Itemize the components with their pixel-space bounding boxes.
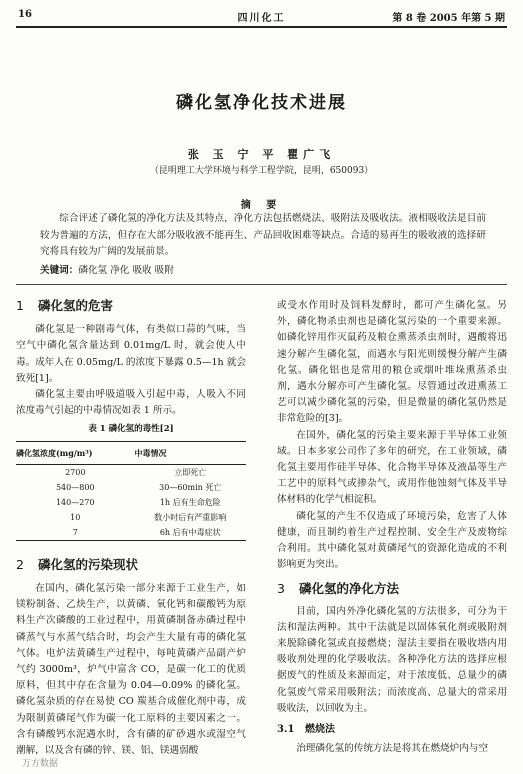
section-title: 磷化氢的净化方法 bbox=[299, 581, 400, 597]
table-cell: 6h 后有中毒症状 bbox=[135, 525, 247, 541]
section-number: 1 bbox=[16, 298, 24, 313]
subsection-3-1-heading bbox=[277, 722, 507, 738]
journal-name: 四川化工 bbox=[237, 13, 286, 24]
paragraph: 或受水作用时及饲料发酵时，都可产生磷化氢。另外，磷化物杀虫剂也是磷化氢污染的一个重要来源。如磷化锌用作灭鼠药及粮仓熏蒸杀虫剂时，遇酸将迅速分解产生磷化氢，而遇水与阳光则缓慢分解产生磷化氢。磷化铝也是常用的粮仓或烟叶堆垛熏蒸杀虫剂，遇水分解亦可产生磷化氢。尽管通过改进熏蒸工艺可以减少磷化氢的污染，但是微量的磷化氢仍然是非常危险的[3]。 bbox=[277, 300, 507, 425]
table-row bbox=[16, 495, 246, 510]
section-3-heading bbox=[277, 581, 507, 597]
authors: 张 玉 宁 平 瞿广飞 bbox=[187, 148, 336, 161]
table-cell: 7 bbox=[16, 525, 135, 541]
abstract-text: 综合评述了磷化氢的净化方法及其特点，净化方法包括燃烧法、吸附法及吸收法。液相吸收法是目前较为普遍的方法，但存在大部分吸收液不能再生、产品回收困难等缺点。合适的易再生的吸收液的选择研究将具有较为广阔的发展前景。 bbox=[40, 213, 486, 257]
table-row bbox=[16, 510, 246, 525]
table-cell: 1h 后有生命危险 bbox=[159, 497, 221, 507]
table-cell: 数小时后有严重影响 bbox=[154, 512, 227, 522]
subsection-title: 燃烧法 bbox=[305, 724, 335, 736]
left-column bbox=[16, 298, 246, 759]
table-cell: 540—800 bbox=[55, 482, 95, 492]
paper-title: 磷化氢净化技术进展 bbox=[176, 93, 347, 113]
abstract-separator bbox=[16, 284, 507, 285]
paragraph: 磷化氢是一种剧毒气体，有类似口蒜的气味，当空气中磷化氢含量达到 0.01mg/L 时，就会使人中毒。成年人在 0.05mg/L 的浓度下暴露 0.5—1h 就会致死[1]。 bbox=[16, 324, 246, 384]
table-row bbox=[16, 480, 246, 495]
paragraph: 在国外，磷化氢的污染主要来源于半导体工业领域。日本多家公司作了多年的研究，在工业领域，磷化氢主要用作硅半导体、化合物半导体及液晶等生产工艺中的原料气或掺杂气，或用作他蚀刻气体及半导体材料的化学气相淀积。 bbox=[277, 429, 507, 506]
table-cell: 140—270 bbox=[55, 497, 95, 507]
keywords-list: 磷化氢 净化 吸收 吸附 bbox=[78, 265, 174, 276]
toxicity-table bbox=[16, 441, 246, 541]
section-title: 磷化氢的危害 bbox=[38, 298, 114, 313]
table-cell: 2700 bbox=[65, 467, 86, 477]
keywords bbox=[40, 262, 486, 276]
table-cell: 立即死亡 bbox=[174, 467, 207, 477]
paragraph: 磷化氢的产生不仅造成了环境污染，危害了人体健康，而且制约着生产过程控制、安全生产及废物综合利用。其中磷化氢对黄磷尾气的资源化造成的不利影响更为突出。 bbox=[277, 510, 507, 571]
table-row bbox=[16, 464, 246, 480]
issue-info: 第 8 卷 2005 年第 5 期 bbox=[392, 13, 505, 24]
table-row bbox=[16, 525, 246, 541]
section-number: 2 bbox=[16, 556, 24, 572]
table-caption: 表 1 磷化氢的毒性[2] bbox=[88, 424, 174, 435]
watermark: 万方数据 bbox=[22, 759, 59, 769]
abstract-heading: 摘 要 bbox=[240, 200, 283, 211]
table-cell: 30—60min 死亡 bbox=[159, 482, 222, 492]
right-column bbox=[277, 298, 507, 757]
paragraph: 在国内，磷化氢污染一部分来源于工业生产，如镁粉制备、乙炔生产，以黄磷、氧化钙和碳酸钙为原料生产次磷酸的工业过程中，用黄磷制备赤磷过程中磷蒸气与水蒸气结合时，均会产生大量有毒的磷化氢气体。电炉法黄磷生产过程中，每吨黄磷产品副产炉气约 3000m³，炉气中富含 CO，是碳一化工的优质原料，但其中存在含量为 0.04—0.09% 的磷化氢。磷化氢杂质的存在易使 CO 羰基合成催化剂中毒，成为限制黄磷尾气作为碳一化工原料的主要因素之一。含有磷酸钙水泥遇水时，含有磷的矿砂遇水或湿空气潮解，以及含有磷的锌、镁、铝、镁遇弱酸 bbox=[16, 583, 246, 757]
affiliation: （昆明理工大学环境与科学工程学院，昆明，650093） bbox=[149, 166, 374, 176]
section-1-heading bbox=[16, 298, 246, 314]
subsection-number: 3.1 bbox=[277, 724, 295, 736]
table-header: 磷化氢浓度(mg/m³) bbox=[16, 441, 135, 464]
table-cell: 10 bbox=[70, 512, 81, 522]
paragraph: 目前，国内外净化磷化氢的方法很多，可分为干法和湿法两种。其中干法就是以固体氧化剂或吸附剂来脱除磷化氢或直接燃烧；湿法主要指在吸收塔内用吸收剂处理的化学吸收法。各种净化方法的选择应根据废气的性质及来源而定，对于浓度低、总量少的磷化氢废气常采用吸附法；而浓度高、总量大的常采用吸收法，以回收为主。 bbox=[277, 605, 507, 714]
page-number: 16 bbox=[18, 9, 32, 20]
table-header: 中毒情况 bbox=[135, 441, 247, 464]
paragraph: 磷化氢主要由呼吸道吸入引起中毒，人吸入不同浓度毒气引起的中毒情况如表 1 所示。 bbox=[16, 389, 246, 417]
header-rule bbox=[16, 26, 507, 28]
keywords-label: 关键词： bbox=[40, 265, 79, 276]
section-2-heading bbox=[16, 557, 246, 573]
section-number: 3 bbox=[277, 581, 285, 597]
paragraph: 治理磷化氢的传统方法是将其在燃烧炉内与空 bbox=[296, 743, 489, 755]
section-title: 磷化氢的污染现状 bbox=[38, 556, 139, 572]
